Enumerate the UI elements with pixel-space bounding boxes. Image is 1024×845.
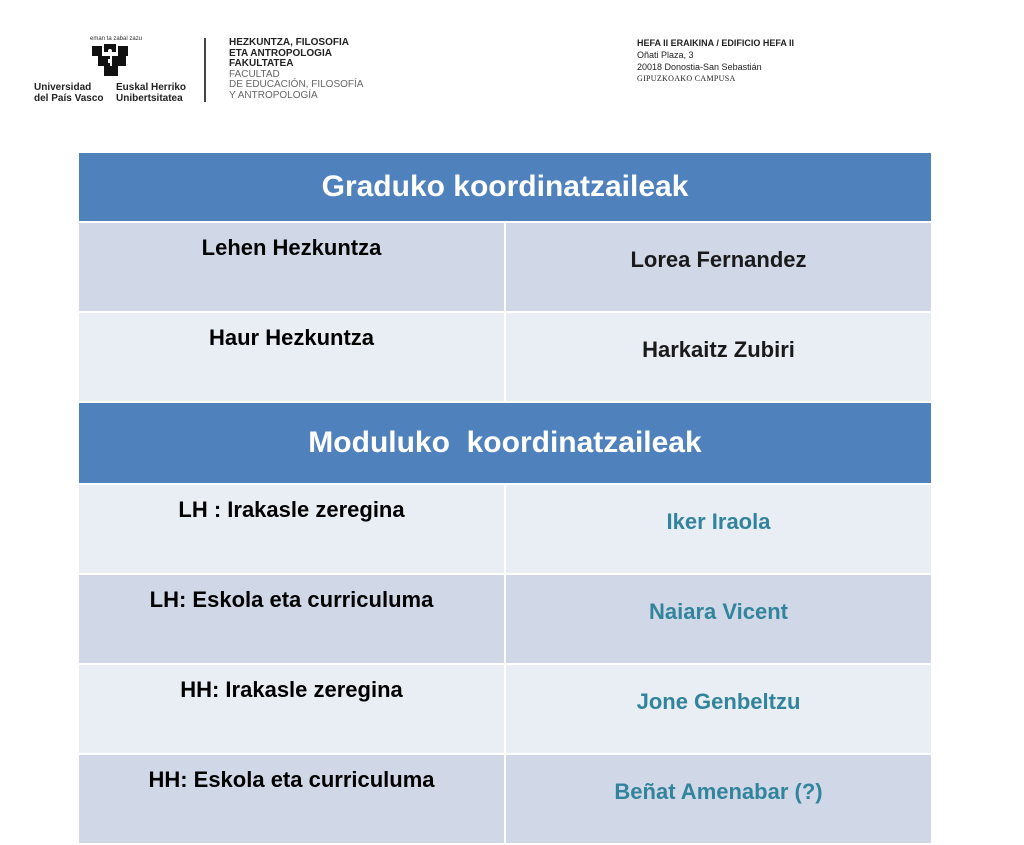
address-street: Oñati Plaza, 3 xyxy=(637,50,694,60)
row-value: Beñat Amenabar (?) xyxy=(505,754,932,844)
table-row xyxy=(78,664,932,754)
row-value: Iker Iraola xyxy=(505,484,932,574)
faculty-name: HEZKUNTZA, FILOSOFIA ETA ANTROPOLOGIA FAKULTATEA FACULTAD DE EDUCACIÓN, FILOSOFÍA Y ANTROPOLOGÍA xyxy=(229,37,364,101)
table-row xyxy=(78,484,932,574)
building-address xyxy=(637,37,794,85)
upv-emblem-icon xyxy=(88,42,136,80)
logo-divider xyxy=(204,38,206,102)
row-value: Harkaitz Zubiri xyxy=(505,312,932,402)
row-value: Naiara Vicent xyxy=(505,574,932,664)
row-label: LH : Irakasle zeregina xyxy=(78,484,505,574)
section-title: Graduko koordinatzaileak xyxy=(78,152,932,222)
row-value: Lorea Fernandez xyxy=(505,222,932,312)
university-logo xyxy=(30,36,380,106)
section-header-moduluko xyxy=(78,402,932,484)
coordinators-table xyxy=(77,151,933,845)
address-city: 20018 Donostia-San Sebastián xyxy=(637,62,762,72)
row-label: Haur Hezkuntza xyxy=(78,312,505,402)
section-title: Moduluko koordinatzaileak xyxy=(78,402,932,484)
address-campus: GIPUZKOAKO CAMPUSA xyxy=(637,74,736,83)
row-value: Jone Genbeltzu xyxy=(505,664,932,754)
row-label: HH: Irakasle zeregina xyxy=(78,664,505,754)
table-row xyxy=(78,574,932,664)
section-header-graduko xyxy=(78,152,932,222)
table-row xyxy=(78,312,932,402)
address-building: HEFA II ERAIKINA / EDIFICIO HEFA II xyxy=(637,38,795,48)
university-name-es: Universidad del País Vasco xyxy=(34,82,104,104)
table-row xyxy=(78,222,932,312)
university-name-eu: Euskal Herriko Unibertsitatea xyxy=(116,82,187,104)
row-label: HH: Eskola eta curriculuma xyxy=(78,754,505,844)
logo-motto: eman ta zabal zazu xyxy=(90,36,143,42)
row-label: LH: Eskola eta curriculuma xyxy=(78,574,505,664)
row-label: Lehen Hezkuntza xyxy=(78,222,505,312)
